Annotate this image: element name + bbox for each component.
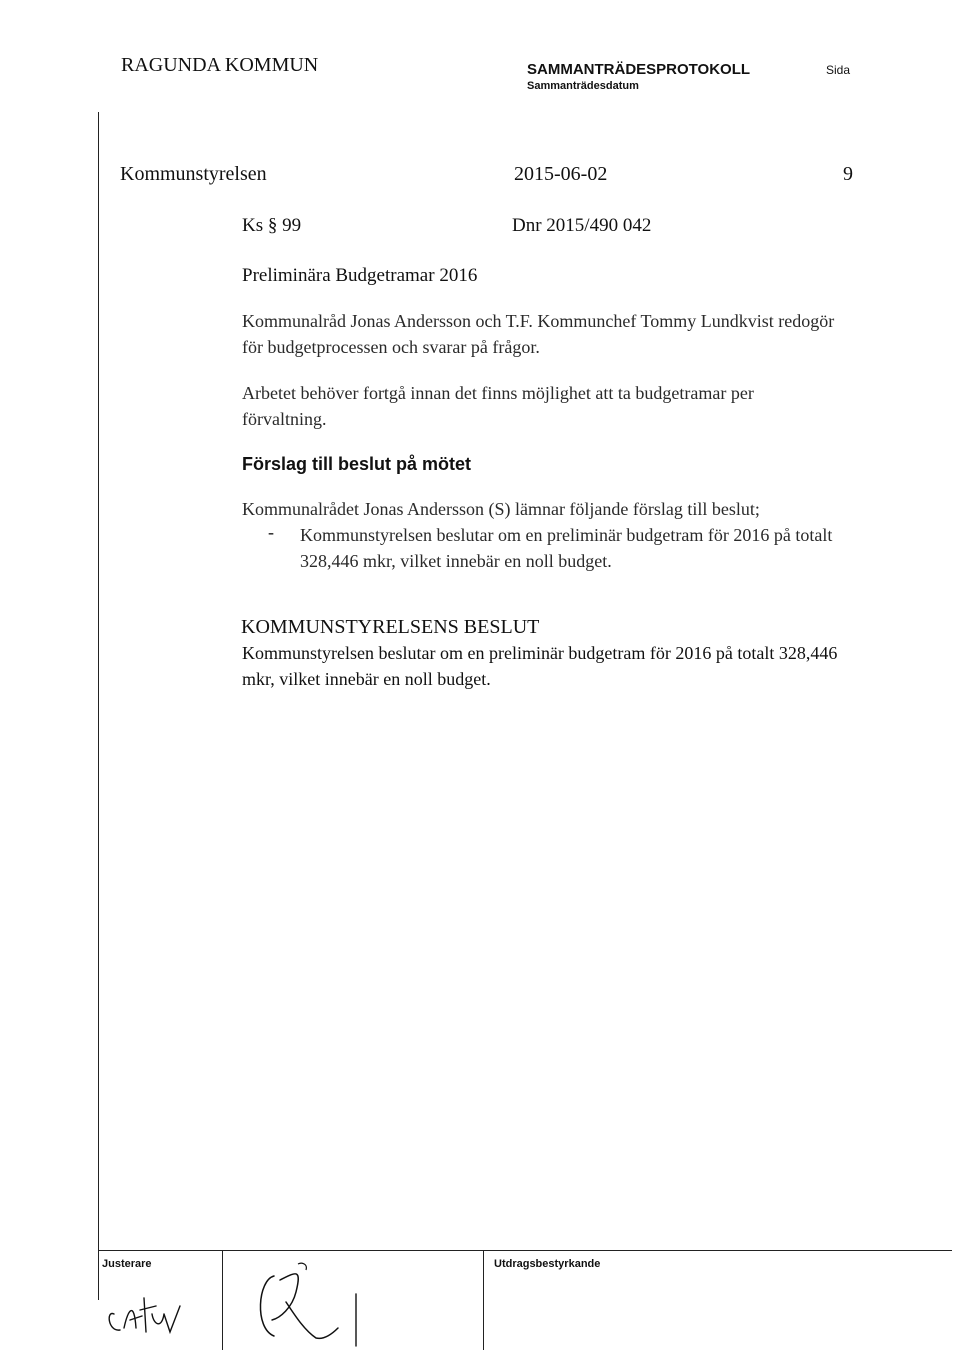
footer-divider bbox=[98, 1250, 952, 1251]
proposal-intro: Kommunalrådet Jonas Andersson (S) lämnar följande förslag till beslut; bbox=[242, 499, 760, 519]
municipality-name: RAGUNDA KOMMUN bbox=[121, 54, 319, 76]
committee-name: Kommunstyrelsen bbox=[120, 163, 267, 185]
paragraph-presentation: Kommunalråd Jonas Andersson och T.F. Kommunchef Tommy Lundkvist redogör för budgetprocessen och svarar på frågor. bbox=[242, 311, 835, 357]
paragraph-work-continues: Arbetet behöver fortgå innan det finns möjlighet att ta budgetramar per förvaltning. bbox=[242, 383, 754, 429]
signature-initials-2 bbox=[240, 1258, 380, 1348]
proposal-heading: Förslag till beslut på mötet bbox=[242, 454, 472, 474]
decision-text: Kommunstyrelsen beslutar om en preliminär budgetram för 2016 på totalt 328,446 mkr, vilket innebär en noll budget. bbox=[242, 643, 838, 689]
footer-column-divider bbox=[222, 1250, 223, 1350]
left-margin-line bbox=[98, 112, 99, 1300]
adjuster-label: Justerare bbox=[102, 1258, 152, 1270]
extract-certification-label: Utdragsbestyrkande bbox=[494, 1258, 601, 1270]
section-number: Ks § 99 bbox=[242, 215, 302, 236]
meeting-date-label: Sammanträdesdatum bbox=[527, 80, 639, 92]
page-number: 9 bbox=[843, 163, 853, 185]
item-heading: Preliminära Budgetramar 2016 bbox=[242, 265, 478, 286]
decision-heading: KOMMUNSTYRELSENS BESLUT bbox=[241, 616, 540, 638]
document-type: SAMMANTRÄDESPROTOKOLL bbox=[527, 61, 751, 78]
signature-initials-1 bbox=[100, 1270, 210, 1340]
page-label: Sida bbox=[826, 63, 851, 77]
list-dash: - bbox=[268, 522, 274, 542]
diary-number: Dnr 2015/490 042 bbox=[512, 215, 652, 236]
proposal-list-item: Kommunstyrelsen beslutar om en preliminär budgetram för 2016 på totalt 328,446 mkr, vilket innebär en noll budget. bbox=[300, 525, 833, 571]
footer-column-divider bbox=[483, 1250, 484, 1350]
meeting-date: 2015-06-02 bbox=[514, 163, 608, 185]
